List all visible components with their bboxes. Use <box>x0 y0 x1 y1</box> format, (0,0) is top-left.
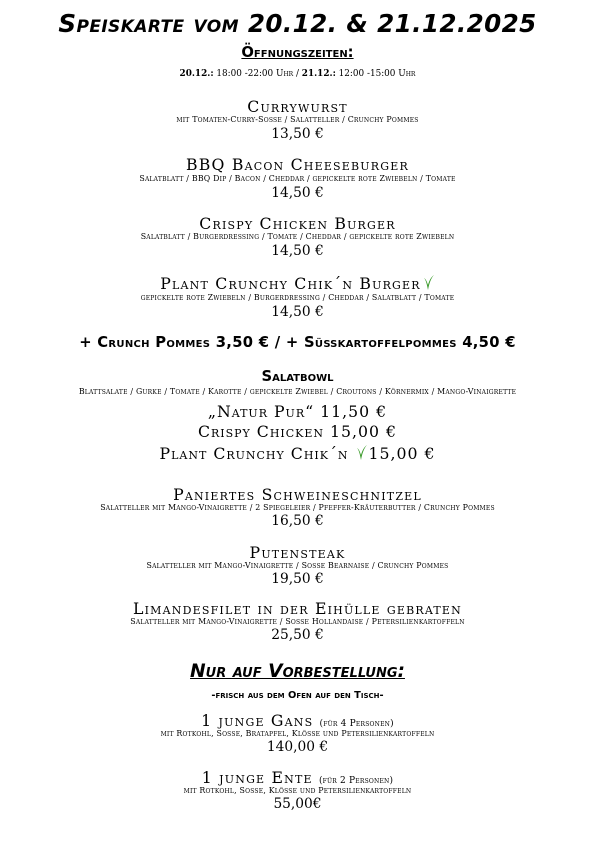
menu-title: Speiskarte vom 20.12. & 21.12.2025 <box>58 9 537 38</box>
dish-description: Salatteller mit Mango-Vinaigrette / Sosse Bearnaise / Crunchy Pommes <box>146 561 449 570</box>
salad-option-row <box>0 444 595 462</box>
dish-price: 14,50 € <box>271 185 324 201</box>
dish-price: 25,50 € <box>271 627 324 643</box>
salad-option: Crispy Chicken 15,00 € <box>197 422 398 441</box>
hours-day1: 20.12.: <box>179 69 214 79</box>
preorder-item-note: (für 4 Personen) <box>319 719 394 729</box>
salad-option: „Natur Pur“ 11,50 € <box>207 402 388 421</box>
dish-description: Salatblatt / BBQ Dip / Bacon / Cheddar / gepickelte rote Zwiebeln / Tomate <box>139 174 456 183</box>
vegan-leaf-icon <box>356 444 368 461</box>
dish-price: 14,50 € <box>271 304 324 320</box>
dish-description: Salatteller mit Mango-Vinaigrette / 2 Spiegeleier / Pfeffer-Kräuterbutter / Crunchy Pommes <box>100 503 495 512</box>
preorder-subheading: -frisch aus dem Ofen auf den Tisch- <box>211 690 384 701</box>
dish-name: Crispy Chicken Burger <box>199 214 396 233</box>
preorder-item-name-row <box>0 713 595 729</box>
salad-option: Plant Crunchy Chik´n <box>159 444 349 463</box>
preorder-item-note: (für 2 Personen) <box>318 776 394 786</box>
dish-price: 13,50 € <box>271 126 324 142</box>
preorder-item-description: mit Rotkohl, Sosse, Bratapfel, Klösse und Petersilienkartoffeln <box>160 729 435 738</box>
hours-day2: 21.12.: <box>301 69 336 79</box>
preorder-item-description: mit Rotkohl, Sosse, Klösse und Petersilienkartoffeln <box>183 786 412 795</box>
dish-name-row <box>0 274 595 292</box>
salad-option-price: 15,00 € <box>368 444 436 463</box>
preorder-item-name: 1 junge Ente <box>201 768 313 787</box>
dish-name: Limandesfilet in der Eihülle gebraten <box>133 599 462 618</box>
dish-name: Currywurst <box>247 97 348 116</box>
hours-time2: 12:00 -15:00 Uhr <box>338 69 416 79</box>
dish-description: Salatblatt / Burgerdressing / Tomate / Cheddar / gepickelte rote Zwiebeln <box>140 232 455 241</box>
dish-name: BBQ Bacon Cheeseburger <box>186 155 409 174</box>
dish-price: 16,50 € <box>271 513 324 529</box>
hours-time1: 18:00 -22:00 Uhr / <box>216 69 299 79</box>
preorder-item-name: 1 junge Gans <box>201 711 314 730</box>
sides-line: + Crunch Pommes 3,50 € / + Süßkartoffelpommes 4,50 € <box>79 334 516 351</box>
dish-name: Plant Crunchy Chik´n Burger <box>160 274 421 293</box>
dish-price: 14,50 € <box>271 243 324 259</box>
vegan-leaf-icon <box>423 274 435 291</box>
preorder-item-price: 140,00 € <box>266 739 329 755</box>
opening-hours <box>0 70 595 79</box>
dish-price: 19,50 € <box>271 571 324 587</box>
dish-name: Paniertes Schweineschnitzel <box>173 485 422 504</box>
preorder-item-price: 55,00€ <box>273 796 322 812</box>
dish-description: mit Tomaten-Curry-Sosse / Salatteller / Crunchy Pommes <box>176 115 419 124</box>
dish-description: Salatteller mit Mango-Vinaigrette / Sosse Hollandaise / Petersilienkartoffeln <box>130 617 465 626</box>
salad-description: Blattsalate / Gurke / Tomate / Karotte / gepickelte Zwiebel / Croutons / Körnermix / Mango-Vinaigrette <box>78 387 517 396</box>
salad-heading: Salatbowl <box>261 368 334 385</box>
opening-hours-heading: Öffnungszeiten: <box>241 44 354 61</box>
dish-name: Putensteak <box>249 543 346 562</box>
preorder-heading: Nur auf Vorbestellung: <box>190 661 405 682</box>
preorder-item-name-row <box>0 770 595 786</box>
dish-description: gepickelte rote Zwiebeln / Burgerdressing / Cheddar / Salatblatt / Tomate <box>140 293 455 302</box>
